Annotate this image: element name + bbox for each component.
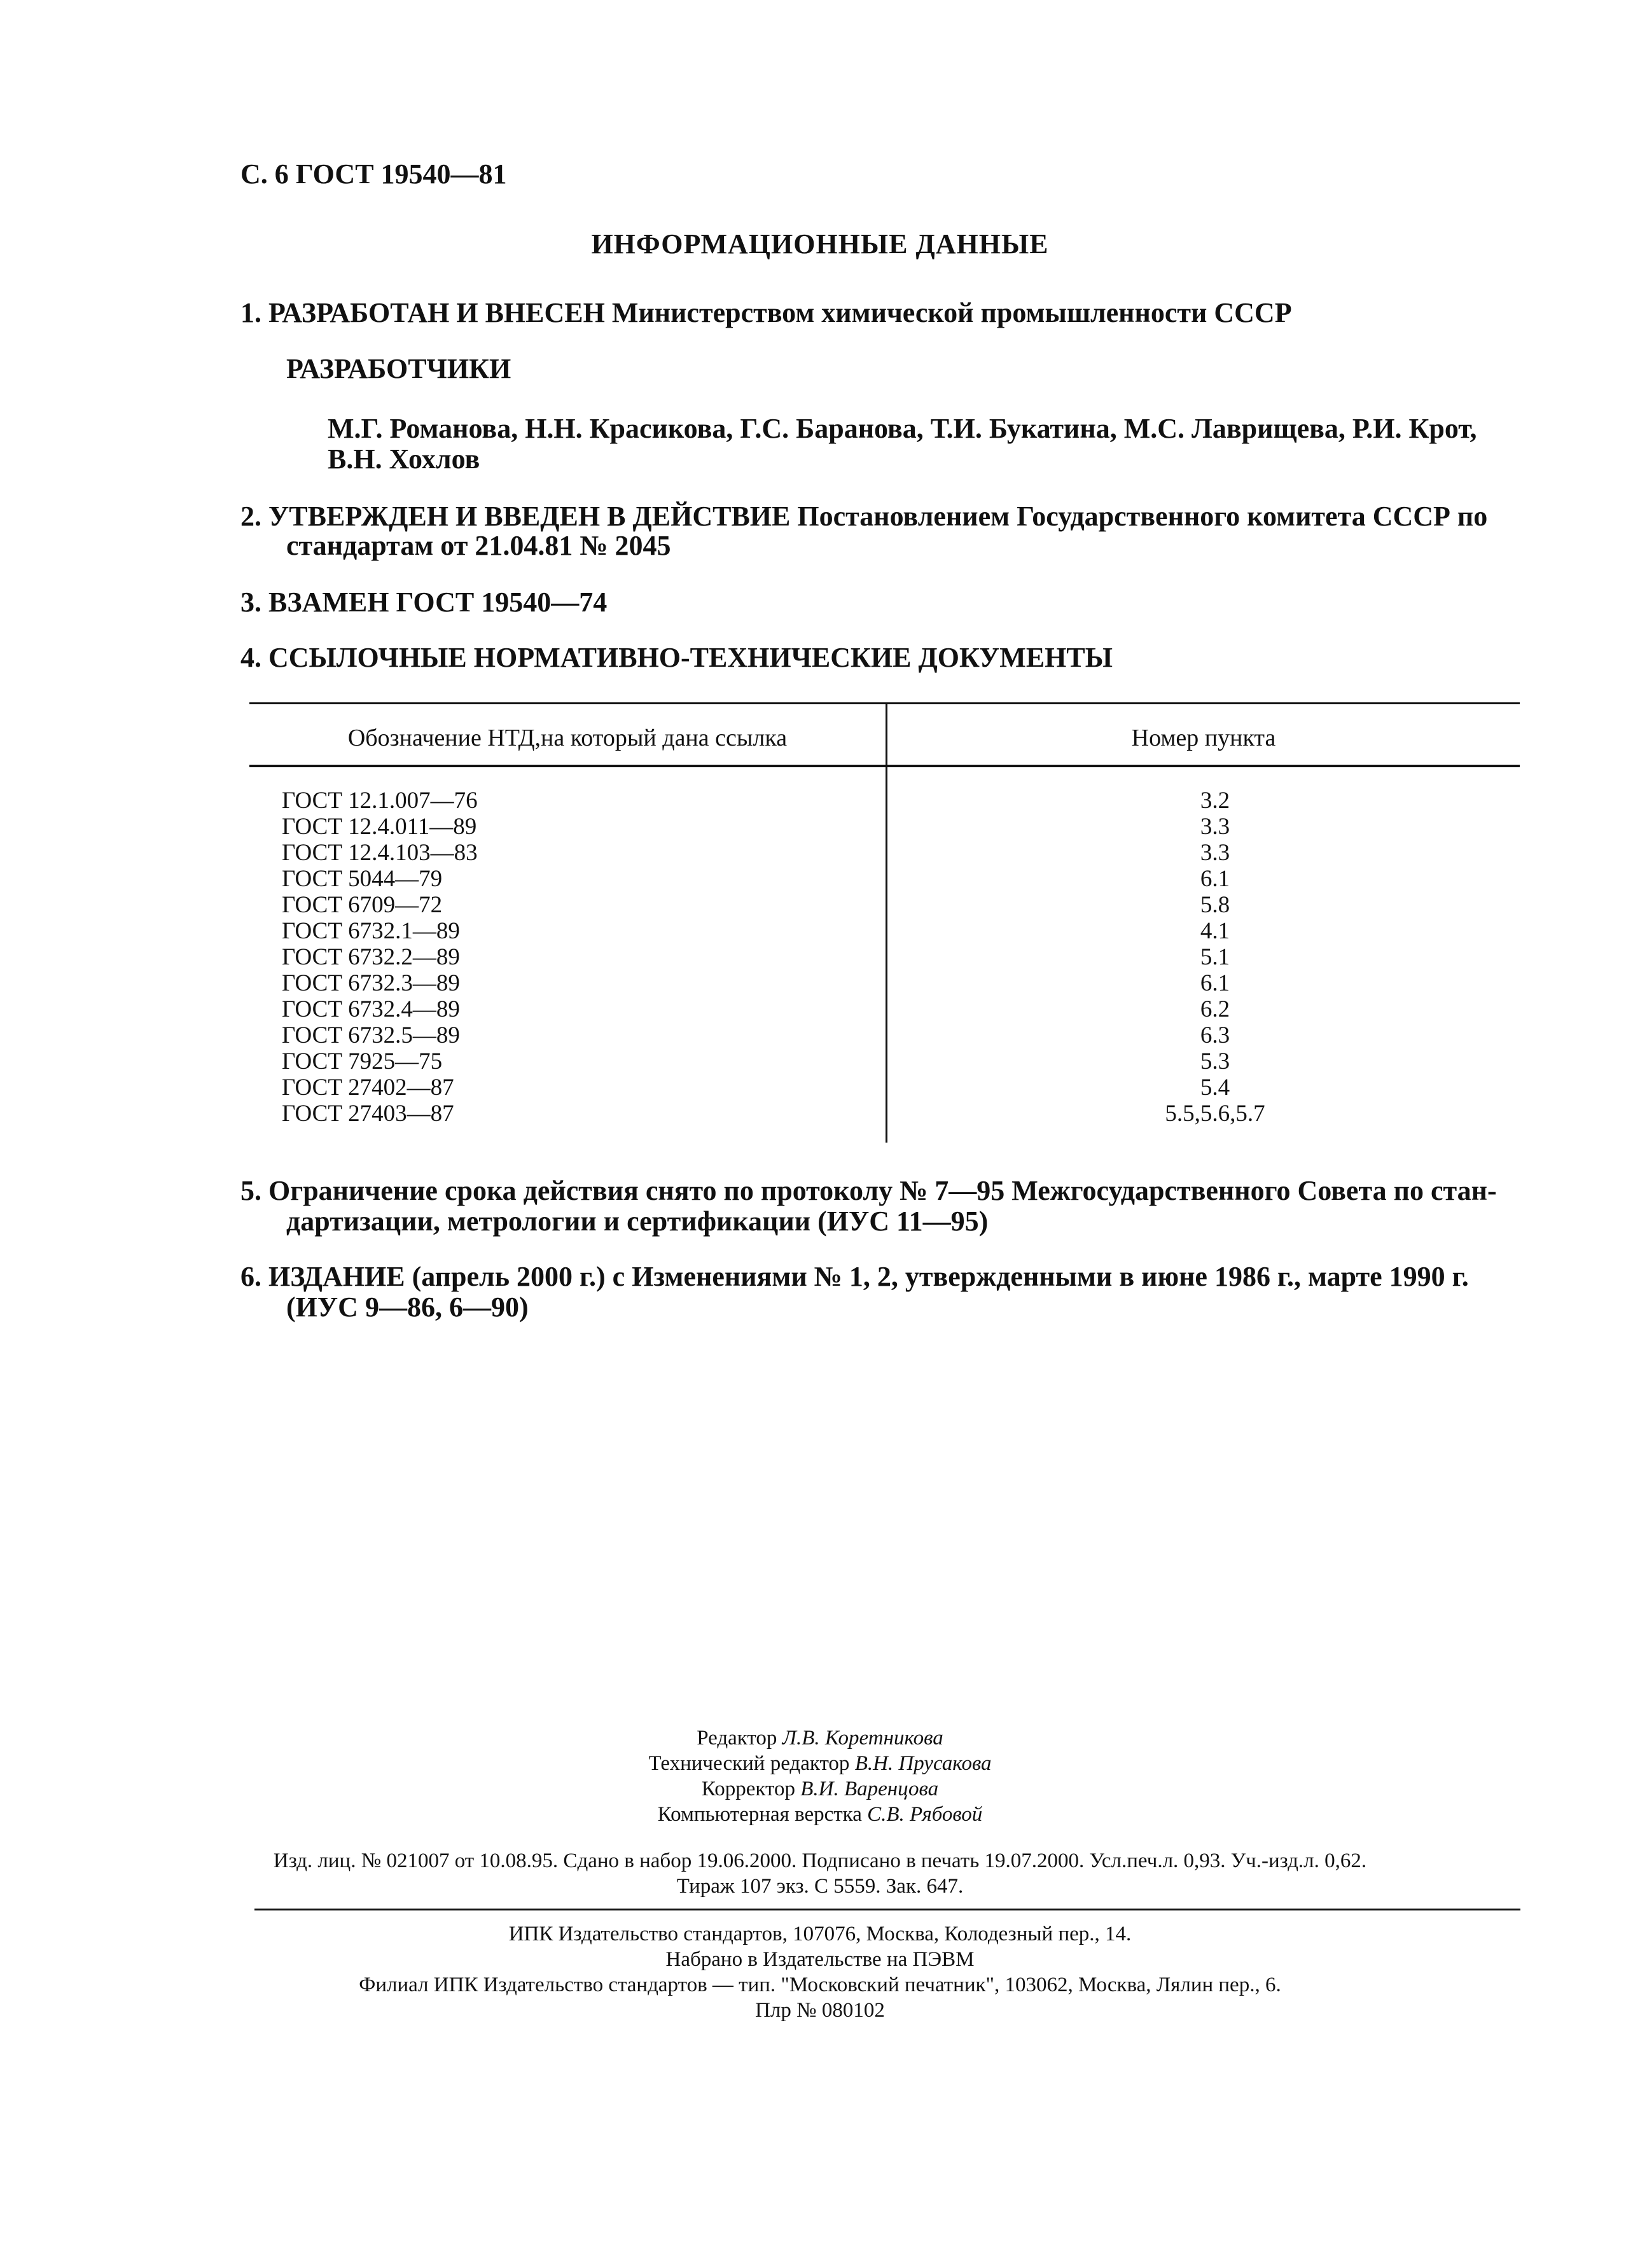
table-cell: ГОСТ 6732.1—89 bbox=[282, 918, 460, 944]
proofreader-label: Корректор bbox=[701, 1778, 795, 1800]
table-cell: ГОСТ 27402—87 bbox=[282, 1075, 454, 1101]
table-cell: 6.1 bbox=[1200, 970, 1230, 996]
developers-line-1: М.Г. Романова, Н.Н. Красикова, Г.С. Баранова, Т.И. Букатина, М.С. Лаврищева, Р.И. Крот, bbox=[328, 413, 1477, 444]
ipk-line-1: ИПК Издательство стандартов, 107076, Москва, Колодезный пер., 14. bbox=[508, 1923, 1132, 1945]
table-cell: ГОСТ 7925—75 bbox=[282, 1048, 443, 1075]
table-cell: ГОСТ 12.4.011—89 bbox=[282, 814, 477, 840]
item-number: 3. bbox=[240, 587, 261, 618]
ipk-line-4: Плр № 080102 bbox=[755, 1999, 885, 2022]
table-cell: 5.3 bbox=[1200, 1048, 1230, 1075]
item-heading: РАЗРАБОТАН И ВНЕСЕН bbox=[268, 297, 605, 328]
table-cell: 5.5,5.6,5.7 bbox=[1165, 1101, 1265, 1127]
ipk-line-3: Филиал ИПК Издательство стандартов — тип. "Московский печатник", 103062, Москва, Лялин пер., 6. bbox=[359, 1973, 1281, 1996]
item-number: 2. bbox=[240, 501, 261, 532]
table-header-designation: Обозначение НТД,на который дана ссылка bbox=[347, 725, 788, 751]
table-header-rule bbox=[249, 765, 1520, 767]
imprint-tech-editor bbox=[0, 1751, 1640, 1776]
tech-editor-label: Технический редактор bbox=[648, 1752, 850, 1775]
item-text: Ограничение срока действия снято по протоколу № 7—95 Межгосударственного Совета по стан- bbox=[268, 1175, 1497, 1206]
imprint-editor bbox=[0, 1725, 1640, 1751]
table-cell: 3.2 bbox=[1200, 788, 1230, 814]
publication-details-line-1: Изд. лиц. № 021007 от 10.08.95. Сдано в набор 19.06.2000. Подписано в печать 19.07.2000. Усл.печ.л. 0,93. Уч.-изд.л. 0,62. bbox=[273, 1849, 1367, 1872]
table-cell: ГОСТ 6732.4—89 bbox=[282, 996, 460, 1022]
table-cell: ГОСТ 27403—87 bbox=[282, 1101, 454, 1127]
table-cell: ГОСТ 5044—79 bbox=[282, 866, 443, 892]
table-header-clause: Номер пункта bbox=[1131, 725, 1276, 751]
proofreader-name: В.И. Варенцова bbox=[800, 1778, 939, 1800]
layout-name: С.В. Рябовой bbox=[867, 1803, 983, 1826]
table-cell: 6.2 bbox=[1200, 996, 1230, 1022]
table-cell: 5.8 bbox=[1200, 892, 1230, 918]
item-number: 6. bbox=[240, 1261, 261, 1292]
table-cell: 6.1 bbox=[1200, 866, 1230, 892]
table-cell: 6.3 bbox=[1200, 1022, 1230, 1048]
table-cell: 4.1 bbox=[1200, 918, 1230, 944]
item-number: 5. bbox=[240, 1175, 261, 1206]
table-col-designation bbox=[282, 788, 478, 1127]
publication-details-line-2: Тираж 107 экз. С 5559. Зак. 647. bbox=[676, 1875, 964, 1898]
table-cell: ГОСТ 6709—72 bbox=[282, 892, 443, 918]
table-cell: ГОСТ 12.1.007—76 bbox=[282, 788, 478, 814]
item-heading: ССЫЛОЧНЫЕ НОРМАТИВНО-ТЕХНИЧЕСКИЕ ДОКУМЕНТЫ bbox=[268, 642, 1113, 673]
item-number: 4. bbox=[240, 642, 261, 673]
table-cell: 5.1 bbox=[1200, 944, 1230, 970]
item-text: ИЗДАНИЕ (апрель 2000 г.) с Изменениями № 1, 2, утвержденными в июне 1986 г., марте 1990 г. bbox=[268, 1261, 1469, 1292]
item-6 bbox=[240, 1263, 1469, 1291]
imprint-proofreader bbox=[0, 1776, 1640, 1802]
editor-name: Л.В. Коретникова bbox=[782, 1727, 943, 1750]
imprint-layout bbox=[0, 1802, 1640, 1827]
item-1 bbox=[240, 299, 1292, 327]
table-cell: 5.4 bbox=[1200, 1075, 1230, 1101]
item-heading: УТВЕРЖДЕН И ВВЕДЕН В ДЕЙСТВИЕ bbox=[268, 501, 791, 532]
table-cell: ГОСТ 6732.5—89 bbox=[282, 1022, 460, 1048]
item-5 bbox=[240, 1177, 1497, 1205]
layout-label: Компьютерная верстка bbox=[657, 1803, 862, 1826]
document-title: ИНФОРМАЦИОННЫЕ ДАННЫЕ bbox=[591, 228, 1049, 260]
imprint-rule bbox=[254, 1909, 1520, 1910]
item-6-continuation: (ИУС 9—86, 6—90) bbox=[286, 1291, 529, 1323]
table-cell: 3.3 bbox=[1200, 840, 1230, 866]
item-5-continuation: дартизации, метрологии и сертификации (ИУС 11—95) bbox=[286, 1206, 989, 1237]
table-cell: ГОСТ 12.4.103—83 bbox=[282, 840, 478, 866]
item-text: Постановлением Государственного комитета СССР по bbox=[797, 501, 1488, 532]
developers-line-2: В.Н. Хохлов bbox=[328, 443, 480, 475]
table-col-clause bbox=[1132, 788, 1298, 1127]
item-3 bbox=[240, 588, 607, 616]
table-cell: ГОСТ 6732.2—89 bbox=[282, 944, 460, 970]
item-heading: ВЗАМЕН ГОСТ 19540—74 bbox=[268, 587, 608, 618]
ipk-line-2: Набрано в Издательстве на ПЭВМ bbox=[665, 1948, 975, 1971]
item-text: Министерством химической промышленности СССР bbox=[611, 297, 1292, 328]
table-cell: 3.3 bbox=[1200, 814, 1230, 840]
table-top-rule bbox=[249, 702, 1520, 704]
item-number: 1. bbox=[240, 297, 261, 328]
table-cell: ГОСТ 6732.3—89 bbox=[282, 970, 460, 996]
item-4 bbox=[240, 644, 1113, 672]
item-2 bbox=[240, 503, 1487, 531]
item-2-continuation: стандартам от 21.04.81 № 2045 bbox=[286, 530, 671, 561]
editor-label: Редактор bbox=[697, 1727, 777, 1750]
page-header: С. 6 ГОСТ 19540—81 bbox=[240, 158, 507, 190]
tech-editor-name: В.Н. Прусакова bbox=[854, 1752, 992, 1775]
developers-label: РАЗРАБОТЧИКИ bbox=[286, 353, 511, 384]
table-column-divider bbox=[886, 702, 887, 1143]
